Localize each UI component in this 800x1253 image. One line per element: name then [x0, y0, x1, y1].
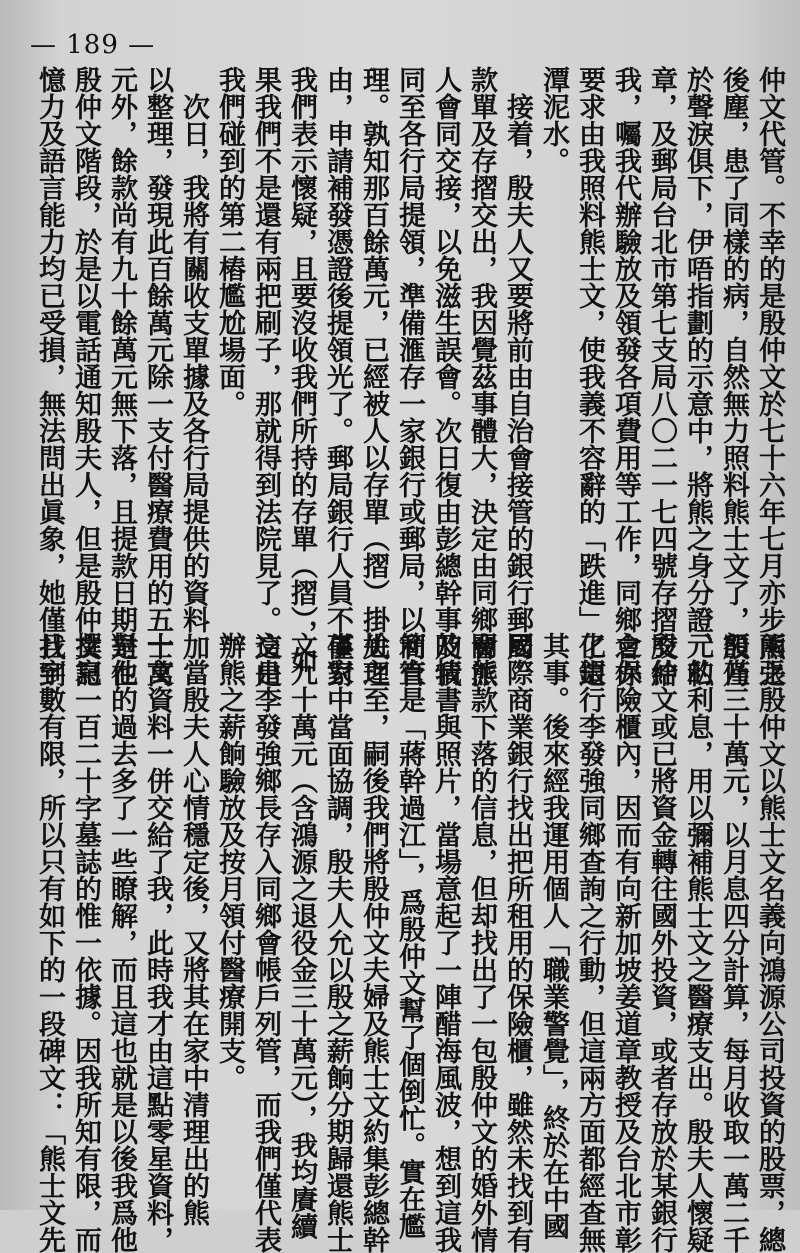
lower-column-4: 殷仲文或已將資金轉往國外投資，或者存放於某銀行	[646, 632, 677, 1253]
upper-column-19: 元外，餘款尚有九十餘萬元無下落，且提款日期是在	[106, 66, 137, 687]
lower-column-3: 元的利息，用以彌補熊士文之醫療支出。殷夫人懷疑	[682, 632, 713, 1253]
upper-column-13: 由，申請補發憑證後提領光了。郵局銀行人員不僅對	[322, 66, 353, 687]
upper-column-14: 我們表示懷疑，且要沒收我們所持的存單（摺），如	[286, 66, 317, 674]
lower-column-15: 交由李發強鄉長存入同鄉會帳戶列管，而我們僅代表	[250, 632, 281, 1253]
lower-column-18: 士文資料一併交給了我，此時我才由這點零星資料，	[142, 632, 173, 1253]
lower-column-12: 尬之至，嗣後我們將殷仲文夫婦及熊士文約集彭總幹	[358, 632, 389, 1253]
lower-column-20: 撰寫一百二十字墓誌的惟一依據。因我所知有限，而	[70, 632, 101, 1253]
upper-column-16: 我們碰到的第二樁尷尬場面。	[214, 66, 245, 417]
lower-column-6: 化銀行李發強同鄉查詢之行動，但這兩方面都經查無	[574, 632, 605, 1253]
upper-column-4: 章，及郵局台北市第七支局八〇二一七四號存摺交給	[646, 66, 677, 687]
lower-column-7: 其事。後來經我運用個人「職業警覺」，終於在中國	[538, 632, 569, 1240]
upper-column-5: 我，囑我代辦驗放及領發各項費用等工作，同鄉會亦	[610, 66, 641, 687]
lower-column-21: 且字數有限，所以只有如下的一段碑文：「熊士文先	[34, 632, 65, 1253]
page-number: — 189 —	[30, 30, 156, 60]
lower-column-5: 之保險櫃內，因而有向新加坡姜道章教授及台北市彰	[610, 632, 641, 1253]
lower-column-17: 當殷夫人心情穩定後，又將其在家中清理出的熊	[178, 632, 209, 1226]
lower-column-9: 關熊款下落的信息，但却找出了一包殷仲文的婚外情	[466, 632, 497, 1253]
upper-column-15: 果我們不是還有兩把刷子，那就得到法院見了。這是	[250, 66, 281, 687]
lower-column-10: 的情書與照片，當場意起了一陣醋海風波，想到這我	[430, 632, 461, 1253]
upper-column-10: 人會同交接，以免滋生誤會。次日復由彭總幹事及我	[430, 66, 461, 687]
lower-column-14: 文九十萬元（含鴻源之退役金三十萬元），我均賡續	[286, 632, 317, 1240]
lower-column-1: 兩張殷仲文以熊士文名義向鴻源公司投資的股票，總	[754, 632, 785, 1253]
lower-column-8: 國際商業銀行找出把所租用的保險櫃，雖然未找到有	[502, 632, 533, 1253]
lower-column-19: 對他的過去多了一些瞭解，而且這也就是以後我爲他	[106, 632, 137, 1253]
upper-column-7: 潭泥水。	[538, 66, 569, 174]
upper-column-1: 仲文代管。不幸的是殷仲文於七十六年七月亦步熊之	[754, 66, 785, 687]
upper-column-18: 以整理，發現此百餘萬元除一支付醫療費用的五十萬	[142, 66, 173, 687]
upper-column-11: 同至各行局提領，準備滙存一家銀行或郵局，以利管	[394, 66, 425, 687]
upper-column-2: 後塵，患了同樣的病，自然無力照料熊士文了，殷乃	[718, 66, 749, 687]
upper-column-6: 要求由我照料熊士文，使我義不容辭的「跌進」了這	[574, 66, 605, 687]
lower-column-13: 事家中當面協調，殷夫人允以殷之薪餉分期歸還熊士	[322, 632, 353, 1253]
upper-column-17: 次日，我將有關收支單據及各行局提供的資料加	[178, 66, 209, 660]
upper-column-3: 於聲淚俱下，伊唔指劃的示意中，將熊之身分證、私	[682, 66, 713, 687]
upper-column-12: 理。孰知那百餘萬元，已經被人以存單（摺）掛失理	[358, 66, 389, 687]
upper-column-21: 憶力及語言能力均已受損，無法問出眞象，她僅找到	[34, 66, 65, 687]
lower-column-16: 辦熊之薪餉驗放及按月領付醫療開支。	[214, 632, 245, 1091]
upper-column-9: 款單及存摺交出，我因覺茲事體大，決定由同鄉會派	[466, 66, 497, 687]
lower-column-2: 額僅三十萬元，以月息四分計算，每月收取一萬二千	[718, 632, 749, 1253]
upper-column-20: 殷仲文階段，於是以電話通知殷夫人，但是殷仲文記	[70, 66, 101, 687]
upper-column-8: 接着，殷夫人又要將前由自治會接管的銀行郵局	[502, 66, 533, 660]
lower-column-11: 簡直是「蔣幹過江」，爲殷仲文幫了個倒忙。實在尷	[394, 632, 425, 1240]
